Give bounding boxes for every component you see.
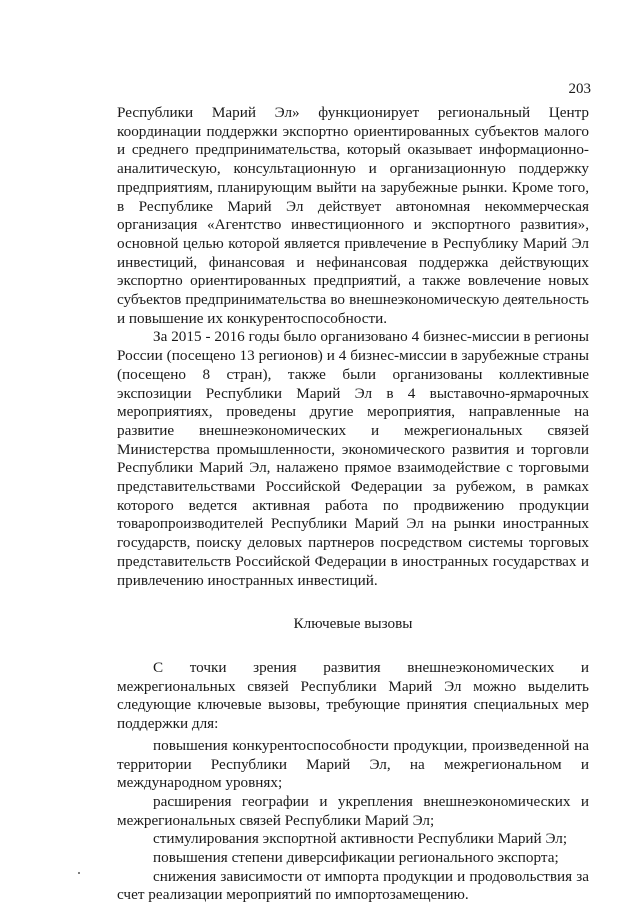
list-item-geography: расширения географии и укрепления внешнеэкономических и межрегиональных связей Республики Марий Эл;	[117, 792, 589, 829]
paragraph-business-missions: За 2015 - 2016 годы было организовано 4 бизнес-миссии в регионы России (посещено 13 регионов) и 4 бизнес-миссии в зарубежные страны (посещено 8 стран), также были организованы коллективные экспозиции Республики Марий Эл в 4 выставочно-ярмарочных мероприятиях, проведены другие мероприятия, направленные на развитие внешнеэкономических и межрегиональных связей Министерства промышленности, экономического развития и торговли Республики Марий Эл, налажено прямое взаимодействие с торговыми представительствами Российской Федерации за рубежом, в рамках которого ведется активная работа по продвижению продукции товаропроизводителей Республики Марий Эл на рынки иностранных государств, поиску деловых партнеров посредством системы торговых представительств Российской Федерации в иностранных государствах и привлечению иностранных инвестиций.	[117, 328, 589, 589]
list-item-export-activity: стимулирования экспортной активности Республики Марий Эл;	[153, 830, 568, 848]
document-body	[117, 104, 589, 905]
page-number: 203	[568, 81, 591, 97]
section-heading-key-challenges: Ключевые вызовы	[293, 615, 413, 633]
paragraph-agency: Республики Марий Эл» функционирует региональный Центр координации поддержки экспортно ориентированных субъектов малого и среднего предпринимательства, который оказывает информационно-аналитическую, консультационную и организационную поддержку предприятиям, планирующим выйти на зарубежные рынки. Кроме того, в Республике Марий Эл действует автономная некоммерческая организация «Агентство инвестиционного и экспортного развития», основной целью которой является привлечение в Республику Марий Эл инвестиций, финансовая и нефинансовая поддержка действующих экспортно ориентированных предприятий, а также вовлечение новых субъектов предпринимательства во внешнеэкономическую деятельность и повышение их конкурентоспособности.	[117, 104, 589, 327]
paragraph-challenges-intro: С точки зрения развития внешнеэкономических и межрегиональных связей Республики Марий Эл можно выделить следующие ключевые вызовы, требующие принятия специальных мер поддержки для:	[117, 658, 589, 733]
list-item-import-substitution: снижения зависимости от импорта продукции и продовольствия за счет реализации мероприятий по импортозамещению.	[117, 867, 589, 904]
list-item-diversification: повышения степени диверсификации регионального экспорта;	[153, 849, 559, 867]
list-item-competitiveness: повышения конкурентоспособности продукции, произведенной на территории Республики Марий Эл, на межрегиональном и международном уровнях;	[117, 736, 589, 792]
scan-artifact-dot	[78, 872, 80, 874]
